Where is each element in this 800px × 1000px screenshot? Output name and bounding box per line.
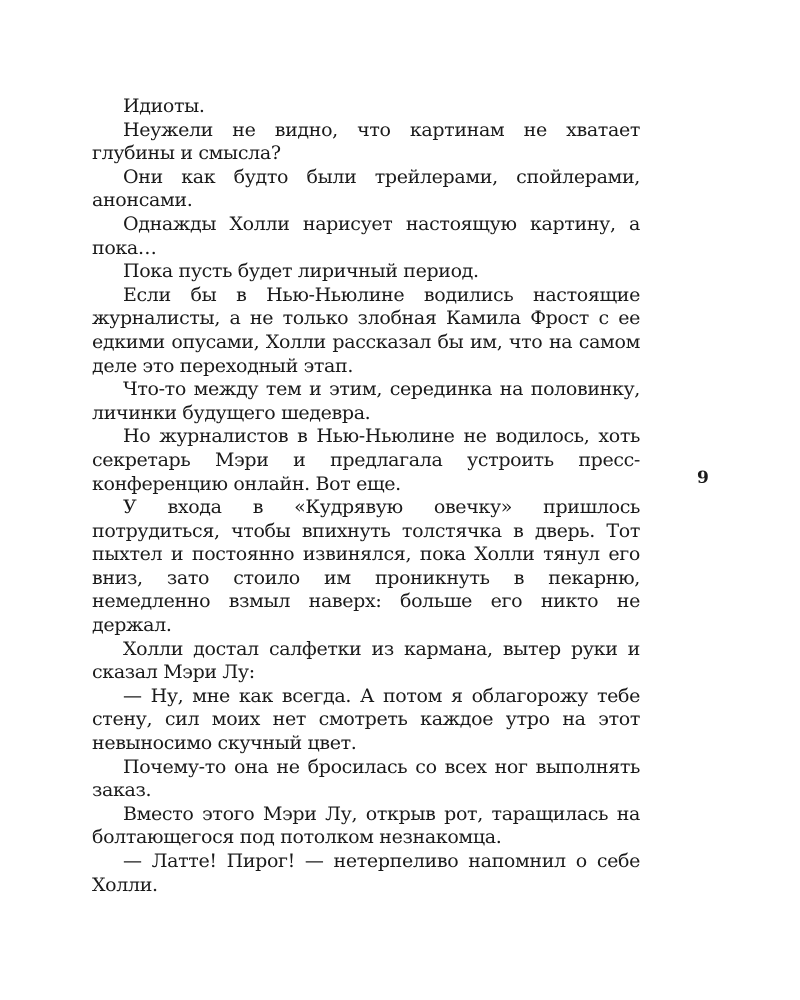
paragraph: Однажды Холли нарисует настоящую картину, а пока… xyxy=(92,212,640,259)
paragraph: Пока пусть будет лиричный период. xyxy=(123,260,479,283)
paragraph: Неужели не видно, что картинам не хватает глубины и смысла? xyxy=(92,118,640,165)
paragraph: — Ну, мне как всегда. А потом я облагорожу тебе стену, сил моих нет смотреть каждое утро на этот невыносимо скучный цвет. xyxy=(92,684,640,755)
paragraph: Они как будто были трейлерами, спойлерами, анонсами. xyxy=(92,165,640,212)
paragraph: Но журналистов в Нью-Ньюлине не водилось, хоть секретарь Мэри и предлагала устроить пресс-конференцию онлайн. Вот еще. xyxy=(92,425,640,495)
paragraph: Если бы в Нью-Ньюлине водились настоящие журналисты, а не только злобная Камила Фрост с ее едкими опусами, Холли рассказал бы им, что на самом деле это переходный этап. xyxy=(92,283,640,377)
paragraph: Холли достал салфетки из кармана, вытер руки и сказал Мэри Лу: xyxy=(92,637,640,684)
paragraph: У входа в «Кудрявую овечку» пришлось потрудиться, чтобы впихнуть толстячка в дверь. Тот пыхтел и постоянно извинялся, пока Холли тянул его вниз, зато стоило им проникнуть в пекарню, немедленно взмыл наверх: больше его никто не держал. xyxy=(92,496,640,637)
paragraph: Идиоты. xyxy=(123,95,205,117)
paragraph: Что-то между тем и этим, серединка на половинку, личинки будущего шедевра. xyxy=(92,378,640,424)
paragraph: — Латте! Пирог! — нетерпеливо напомнил о себе Холли. xyxy=(92,850,640,896)
paragraph: Почему-то она не бросилась со всех ног выполнять заказ. xyxy=(92,755,640,802)
paragraph: Вместо этого Мэри Лу, открыв рот, таращилась на болтающегося под потолком незнакомца. xyxy=(92,802,640,849)
page-body-text xyxy=(92,95,640,897)
page-number: 9 xyxy=(697,468,709,488)
